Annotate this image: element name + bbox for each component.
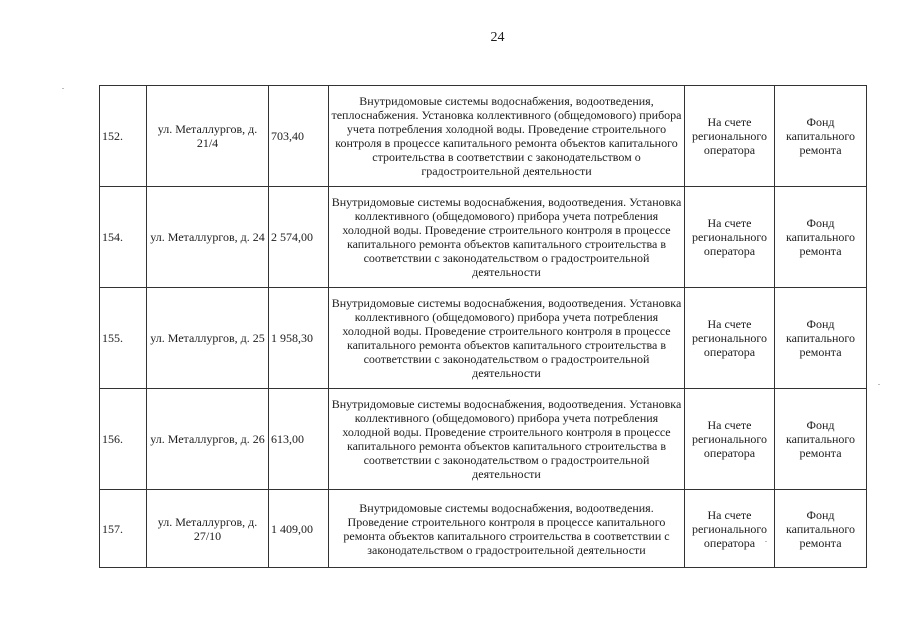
address-cell: ул. Металлургов, д. 24 xyxy=(147,187,269,288)
repair-works-table xyxy=(99,85,867,568)
area-cell: 703,40 xyxy=(269,86,329,187)
fund-cell: Фонд капитального ремонта xyxy=(775,389,867,490)
row-number: 152. xyxy=(100,86,147,187)
table-row xyxy=(100,389,867,490)
works-cell: Внутридомовые системы водоснабжения, водоотведения. Проведение строительного контроля в процессе капитального ремонта объектов капитального строительства в соответствии с законодательством о градостроительной деятельности xyxy=(329,490,685,568)
works-cell: Внутридомовые системы водоснабжения, водоотведения. Установка коллективного (общедомового) прибора учета потребления холодной воды. Проведение строительного контроля в процессе капитального ремонта объектов капитального строительства в соответствии с законодательством о градостроительной деятельности xyxy=(329,288,685,389)
table-row xyxy=(100,86,867,187)
row-number: 155. xyxy=(100,288,147,389)
account-cell: На счете регионального оператора xyxy=(685,187,775,288)
scan-speck xyxy=(765,541,767,542)
account-cell: На счете регионального оператора xyxy=(685,288,775,389)
fund-cell: Фонд капитального ремонта xyxy=(775,288,867,389)
works-cell: Внутридомовые системы водоснабжения, водоотведения. Установка коллективного (общедомового) прибора учета потребления холодной воды. Проведение строительного контроля в процессе капитального ремонта объектов капитального строительства в соответствии с законодательством о градостроительной деятельности xyxy=(329,187,685,288)
address-cell: ул. Металлургов, д. 27/10 xyxy=(147,490,269,568)
fund-cell: Фонд капитального ремонта xyxy=(775,490,867,568)
account-cell: На счете регионального оператора xyxy=(685,86,775,187)
page-number: 24 xyxy=(490,30,505,45)
scan-speck xyxy=(878,384,880,385)
area-cell: 1 958,30 xyxy=(269,288,329,389)
fund-cell: Фонд капитального ремонта xyxy=(775,187,867,288)
area-cell: 613,00 xyxy=(269,389,329,490)
table-row xyxy=(100,288,867,389)
scan-speck xyxy=(62,88,64,89)
works-cell: Внутридомовые системы водоснабжения, водоотведения, теплоснабжения. Установка коллективного (общедомового) прибора учета потребления холодной воды. Проведение строительного контроля в процессе капитального ремонта объектов капитального строительства в соответствии с законодательством о градостроительной деятельности xyxy=(329,86,685,187)
account-cell: На счете регионального оператора xyxy=(685,490,775,568)
row-number: 154. xyxy=(100,187,147,288)
address-cell: ул. Металлургов, д. 26 xyxy=(147,389,269,490)
address-cell: ул. Металлургов, д. 25 xyxy=(147,288,269,389)
fund-cell: Фонд капитального ремонта xyxy=(775,86,867,187)
row-number: 157. xyxy=(100,490,147,568)
works-cell: Внутридомовые системы водоснабжения, водоотведения. Установка коллективного (общедомового) прибора учета потребления холодной воды. Проведение строительного контроля в процессе капитального ремонта объектов капитального строительства в соответствии с законодательством о градостроительной деятельности xyxy=(329,389,685,490)
account-cell: На счете регионального оператора xyxy=(685,389,775,490)
table-row xyxy=(100,187,867,288)
area-cell: 2 574,00 xyxy=(269,187,329,288)
address-cell: ул. Металлургов, д. 21/4 xyxy=(147,86,269,187)
row-number: 156. xyxy=(100,389,147,490)
area-cell: 1 409,00 xyxy=(269,490,329,568)
table-row xyxy=(100,490,867,568)
